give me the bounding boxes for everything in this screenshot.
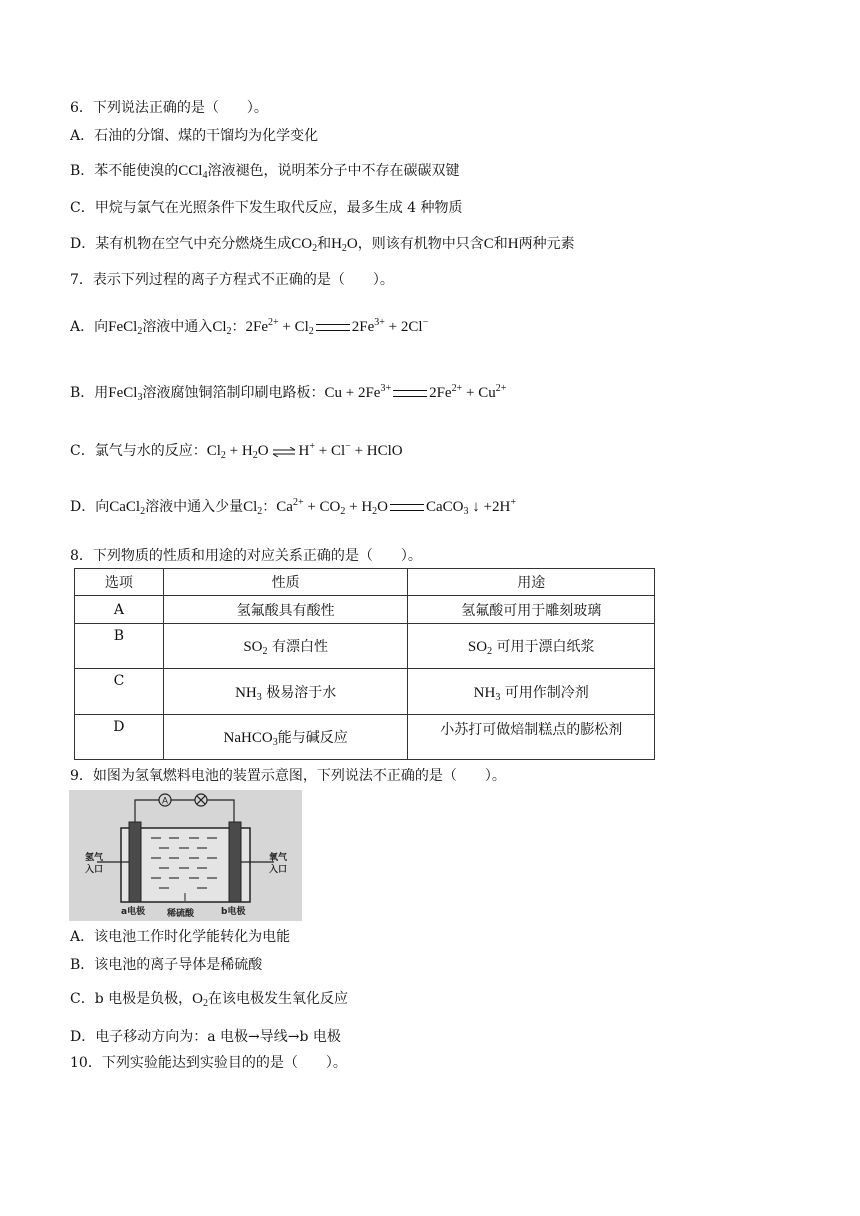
table-header-row — [75, 569, 655, 596]
q6-d-text2: ，则该有机物中只含 — [357, 236, 484, 252]
formula-o2: $O_2$ — [192, 991, 208, 1009]
header-use: 用途 — [408, 569, 655, 596]
row-property-text: 能与碱反应 — [277, 730, 348, 746]
row-property: 氢氟酸具有酸性 — [163, 596, 408, 624]
formula-nh3: $NH_3$ — [235, 684, 262, 703]
row-use — [408, 669, 655, 715]
q7-c-text1: C．氯气与水的反应： — [70, 443, 207, 459]
row-use: 小苏打可做焙制糕点的膨松剂 — [408, 715, 655, 760]
equation-d: $Ca^{2+} + CO_2 + H_2O$ CaCO$_3$ ↓ +2H+ — [276, 497, 516, 517]
row-use — [408, 624, 655, 669]
q7-d-text2: 溶液中通入少量 — [145, 499, 244, 515]
q7-stem: 7．表示下列过程的离子方程式不正确的是（ ）。 — [70, 272, 394, 288]
q9-c-text2: 在该电极发生氧化反应 — [207, 991, 348, 1007]
row-property — [163, 715, 408, 760]
element-c: C — [483, 236, 494, 252]
fuel-cell-figure — [69, 790, 302, 921]
electrode-a — [129, 822, 141, 902]
q6-d-text3: 两种元素 — [518, 236, 575, 252]
row-use: 氢氟酸可用于雕刻玻璃 — [408, 596, 655, 624]
oxygen-label: 氧气 — [269, 853, 288, 863]
element-h: H — [507, 236, 519, 252]
row-use-text: 可用作制冷剂 — [504, 684, 589, 701]
row-option: D — [75, 715, 164, 760]
q9-option-d: D．电子移动方向为：a 电极→导线→b 电极 — [70, 1029, 341, 1045]
q7-b-text2: 溶液腐蚀铜箔制印刷电路板： — [142, 385, 325, 401]
formula-nh3-use: $NH_3$ — [473, 684, 501, 703]
q7-a-colon: ： — [231, 319, 246, 335]
electrode-b-label: b电极 — [221, 907, 246, 917]
formula-fecl3: FeCl$_3$ — [108, 385, 143, 403]
q6-b-text2: 溶液褪色，说明苯分子中不存在碳碳双键 — [207, 163, 460, 179]
header-property: 性质 — [163, 569, 408, 596]
q7-d-text1: D．向 — [70, 499, 110, 515]
formula-cl2-d: $Cl_2$ — [243, 499, 263, 517]
row-option: C — [75, 669, 164, 715]
formula-fecl2: FeCl$_2$ — [108, 319, 143, 337]
q6-d-and2: 和 — [493, 236, 508, 252]
row-option: A — [75, 596, 164, 624]
table-row — [75, 624, 655, 669]
q8-table — [74, 568, 655, 760]
table-row — [75, 669, 655, 715]
q6-d-and: 和 — [317, 236, 332, 252]
electrode-a-label: a电极 — [121, 907, 146, 917]
table-row — [75, 715, 655, 760]
q6-d-text1: D．某有机物在空气中充分燃烧生成 — [70, 236, 292, 252]
row-use-text: 可用于漂白纸浆 — [496, 639, 595, 655]
formula-nahco3: NaHCO$_3$ — [223, 730, 278, 748]
equation-a: $2Fe^{2+} + Cl_2$ $2Fe^{3+} + 2Cl^-$ — [245, 317, 429, 337]
q7-option-a — [70, 317, 428, 337]
formula-so2: $SO_2$ — [243, 639, 268, 657]
q7-a-text1: A．向 — [70, 319, 109, 335]
formula-cl2: $Cl_2$ — [212, 319, 232, 337]
row-property-text: 有漂白性 — [271, 639, 328, 655]
equation-c: $Cl_2 + H_2O$ H+ + Cl− + HClO — [206, 441, 403, 461]
q7-option-c — [70, 441, 403, 461]
q9-option-b: B．该电池的离子导体是稀硫酸 — [70, 957, 263, 973]
hydrogen-inlet-label: 入口 — [85, 865, 104, 875]
q6-option-c: C．甲烷与氯气在光照条件下发生取代反应，最多生成 4 种物质 — [70, 200, 463, 216]
ammeter-label: A — [161, 795, 169, 806]
formula-ccl4: CCl$_4$ — [178, 163, 208, 181]
formula-h2o: $H_2O$ — [331, 236, 358, 254]
q7-a-text2: 溶液中通入 — [142, 319, 213, 335]
q6-option-d — [70, 234, 575, 254]
formula-co2: $CO_2$ — [291, 236, 318, 254]
formula-cacl2: CaCl$_2$ — [109, 499, 146, 517]
q9-c-text1: C．b 电极是负极， — [70, 991, 193, 1007]
electrode-b — [229, 822, 241, 902]
equation-b: $Cu + 2Fe^{3+}$ $2Fe^{2+} + Cu^{2+}$ — [324, 383, 507, 401]
row-property — [163, 669, 408, 715]
q6-option-b — [70, 161, 459, 181]
q9-stem: 9．如图为氢氧燃料电池的装置示意图，下列说法不正确的是（ ）。 — [70, 768, 506, 784]
q6-option-a: A．石油的分馏、煤的干馏均为化学变化 — [70, 128, 319, 144]
row-option: B — [75, 624, 164, 669]
q9-option-a: A．该电池工作时化学能转化为电能 — [70, 929, 291, 945]
hydrogen-label: 氢气 — [85, 853, 104, 863]
header-option: 选项 — [75, 569, 164, 596]
q7-d-colon: ： — [262, 499, 277, 515]
q7-option-b — [70, 383, 506, 403]
oxygen-inlet-label: 入口 — [269, 865, 288, 875]
row-property — [163, 624, 408, 669]
q6-b-text1: B．苯不能使溴的 — [70, 163, 179, 179]
q6-stem: 6．下列说法正确的是（ ）。 — [70, 100, 268, 116]
table-row — [75, 596, 655, 624]
q7-option-d — [70, 497, 516, 517]
formula-so2-use: $SO_2$ — [467, 639, 493, 657]
equilibrium-arrow-icon — [272, 447, 296, 457]
row-property-text: 极易溶于水 — [266, 684, 337, 701]
electrolyte-label: 稀硫酸 — [167, 909, 195, 919]
q10-stem: 10．下列实验能达到实验目的的是（ ）。 — [70, 1055, 347, 1071]
q7-b-text1: B．用 — [70, 385, 109, 401]
q9-option-c — [70, 989, 348, 1009]
q8-stem: 8．下列物质的性质和用途的对应关系正确的是（ ）。 — [70, 548, 422, 564]
